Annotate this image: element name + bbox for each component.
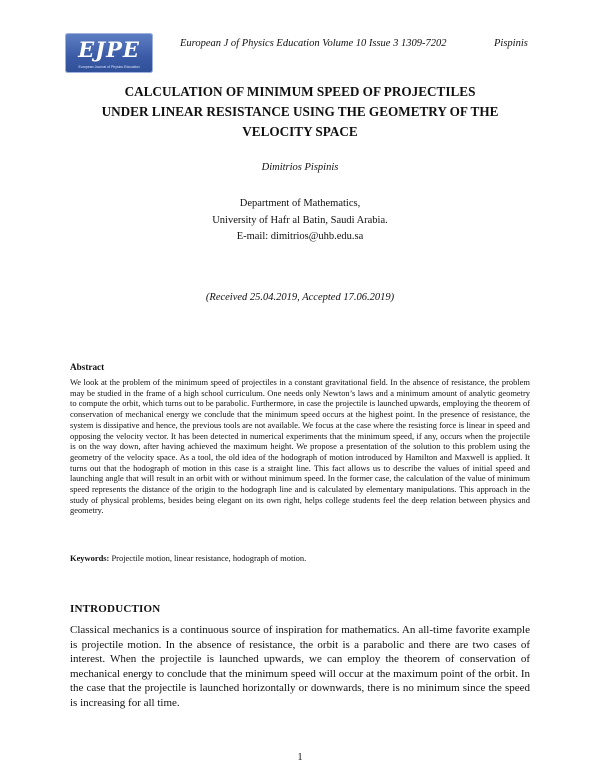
journal-logo	[65, 33, 153, 73]
introduction-heading: INTRODUCTION	[70, 603, 161, 615]
keywords-label: Keywords:	[70, 553, 110, 563]
page-number: 1	[297, 752, 303, 763]
abstract-text: We look at the problem of the minimum speed of projectiles in a constant gravitational field. In the absence of resistance, the problem may be studied in the frame of a high school curriculum. One needs only Newton’s laws and a minimum amount of analytic geometry to compute the orbit, which turns out to be parabolic. Furthermore, in case the projectile is launched upwards, employing the theorem of conservation of mechanical energy we conclude that the minimum speed occurs at the highest point. In the presence of resistance, the system is dissipative and hence, the previous tools are not available. We focus at the case where the resisting force is linear in speed and opposing the velocity vector. It has been detected in numerical experiments that the minimum speed, if any, occurs when the projectile is on the way down, after having achieved the maximum height. We propose a presentation of the solution to this problem using the geometry of the velocity space. As a tool, the old idea of the hodograph of motion introduced by Hamilton and Maxwell is applied. It turns out that the hodograph of motion in this case is a straight line. This fact allows us to describe the values of initial speed and launching angle that will result in an orbit with or without minimum speed. In the former case, the calculation of the value of minimum speed represents the distance of the origin to the hodograph line and is calculated by elementary manipulations. This approach in the study of physical problems, besides being elegant on its own right, helps college students feel the deep relation between physics and geometry.	[70, 377, 530, 516]
keywords	[70, 553, 530, 563]
received-dates: (Received 25.04.2019, Accepted 17.06.2019)	[205, 292, 395, 303]
author-name: Dimitrios Pispinis	[261, 162, 339, 173]
journal-header: European J of Physics Education Volume 10 Issue 3 1309-7202	[180, 38, 447, 49]
logo-subtext: European Journal of Physics Education	[78, 65, 140, 69]
department: Department of Mathematics,	[239, 198, 361, 209]
title-line: CALCULATION OF MINIMUM SPEED OF PROJECTILES	[124, 84, 476, 99]
email: E-mail: dimitrios@uhb.edu.sa	[236, 231, 364, 242]
abstract-heading: Abstract	[70, 362, 105, 372]
title-line: UNDER LINEAR RESISTANCE USING THE GEOMETRY OF THE	[101, 104, 499, 119]
affiliation	[0, 196, 600, 246]
introduction-text: Classical mechanics is a continuous source of inspiration for mathematics. An all-time favorite example is projectile motion. In the absence of resistance, the orbit is a parabolic and there are two cases of interest. When the projectile is launched upwards, we can employ the theorem of conservation of mechanical energy to conclude that the minimum speed will occur at the maximum point of the orbit. In the case that the projectile is launched horizontally or downwards, there is no minimum since the speed is increasing for all time.	[70, 624, 530, 709]
running-author: Pispinis	[494, 38, 528, 49]
university: University of Hafr al Batin, Saudi Arabia.	[212, 214, 388, 226]
title-line: VELOCITY SPACE	[242, 124, 358, 139]
paper-title	[60, 82, 540, 142]
keywords-text: Projectile motion, linear resistance, hodograph of motion.	[111, 553, 307, 563]
logo-text: EJPE	[78, 37, 140, 62]
